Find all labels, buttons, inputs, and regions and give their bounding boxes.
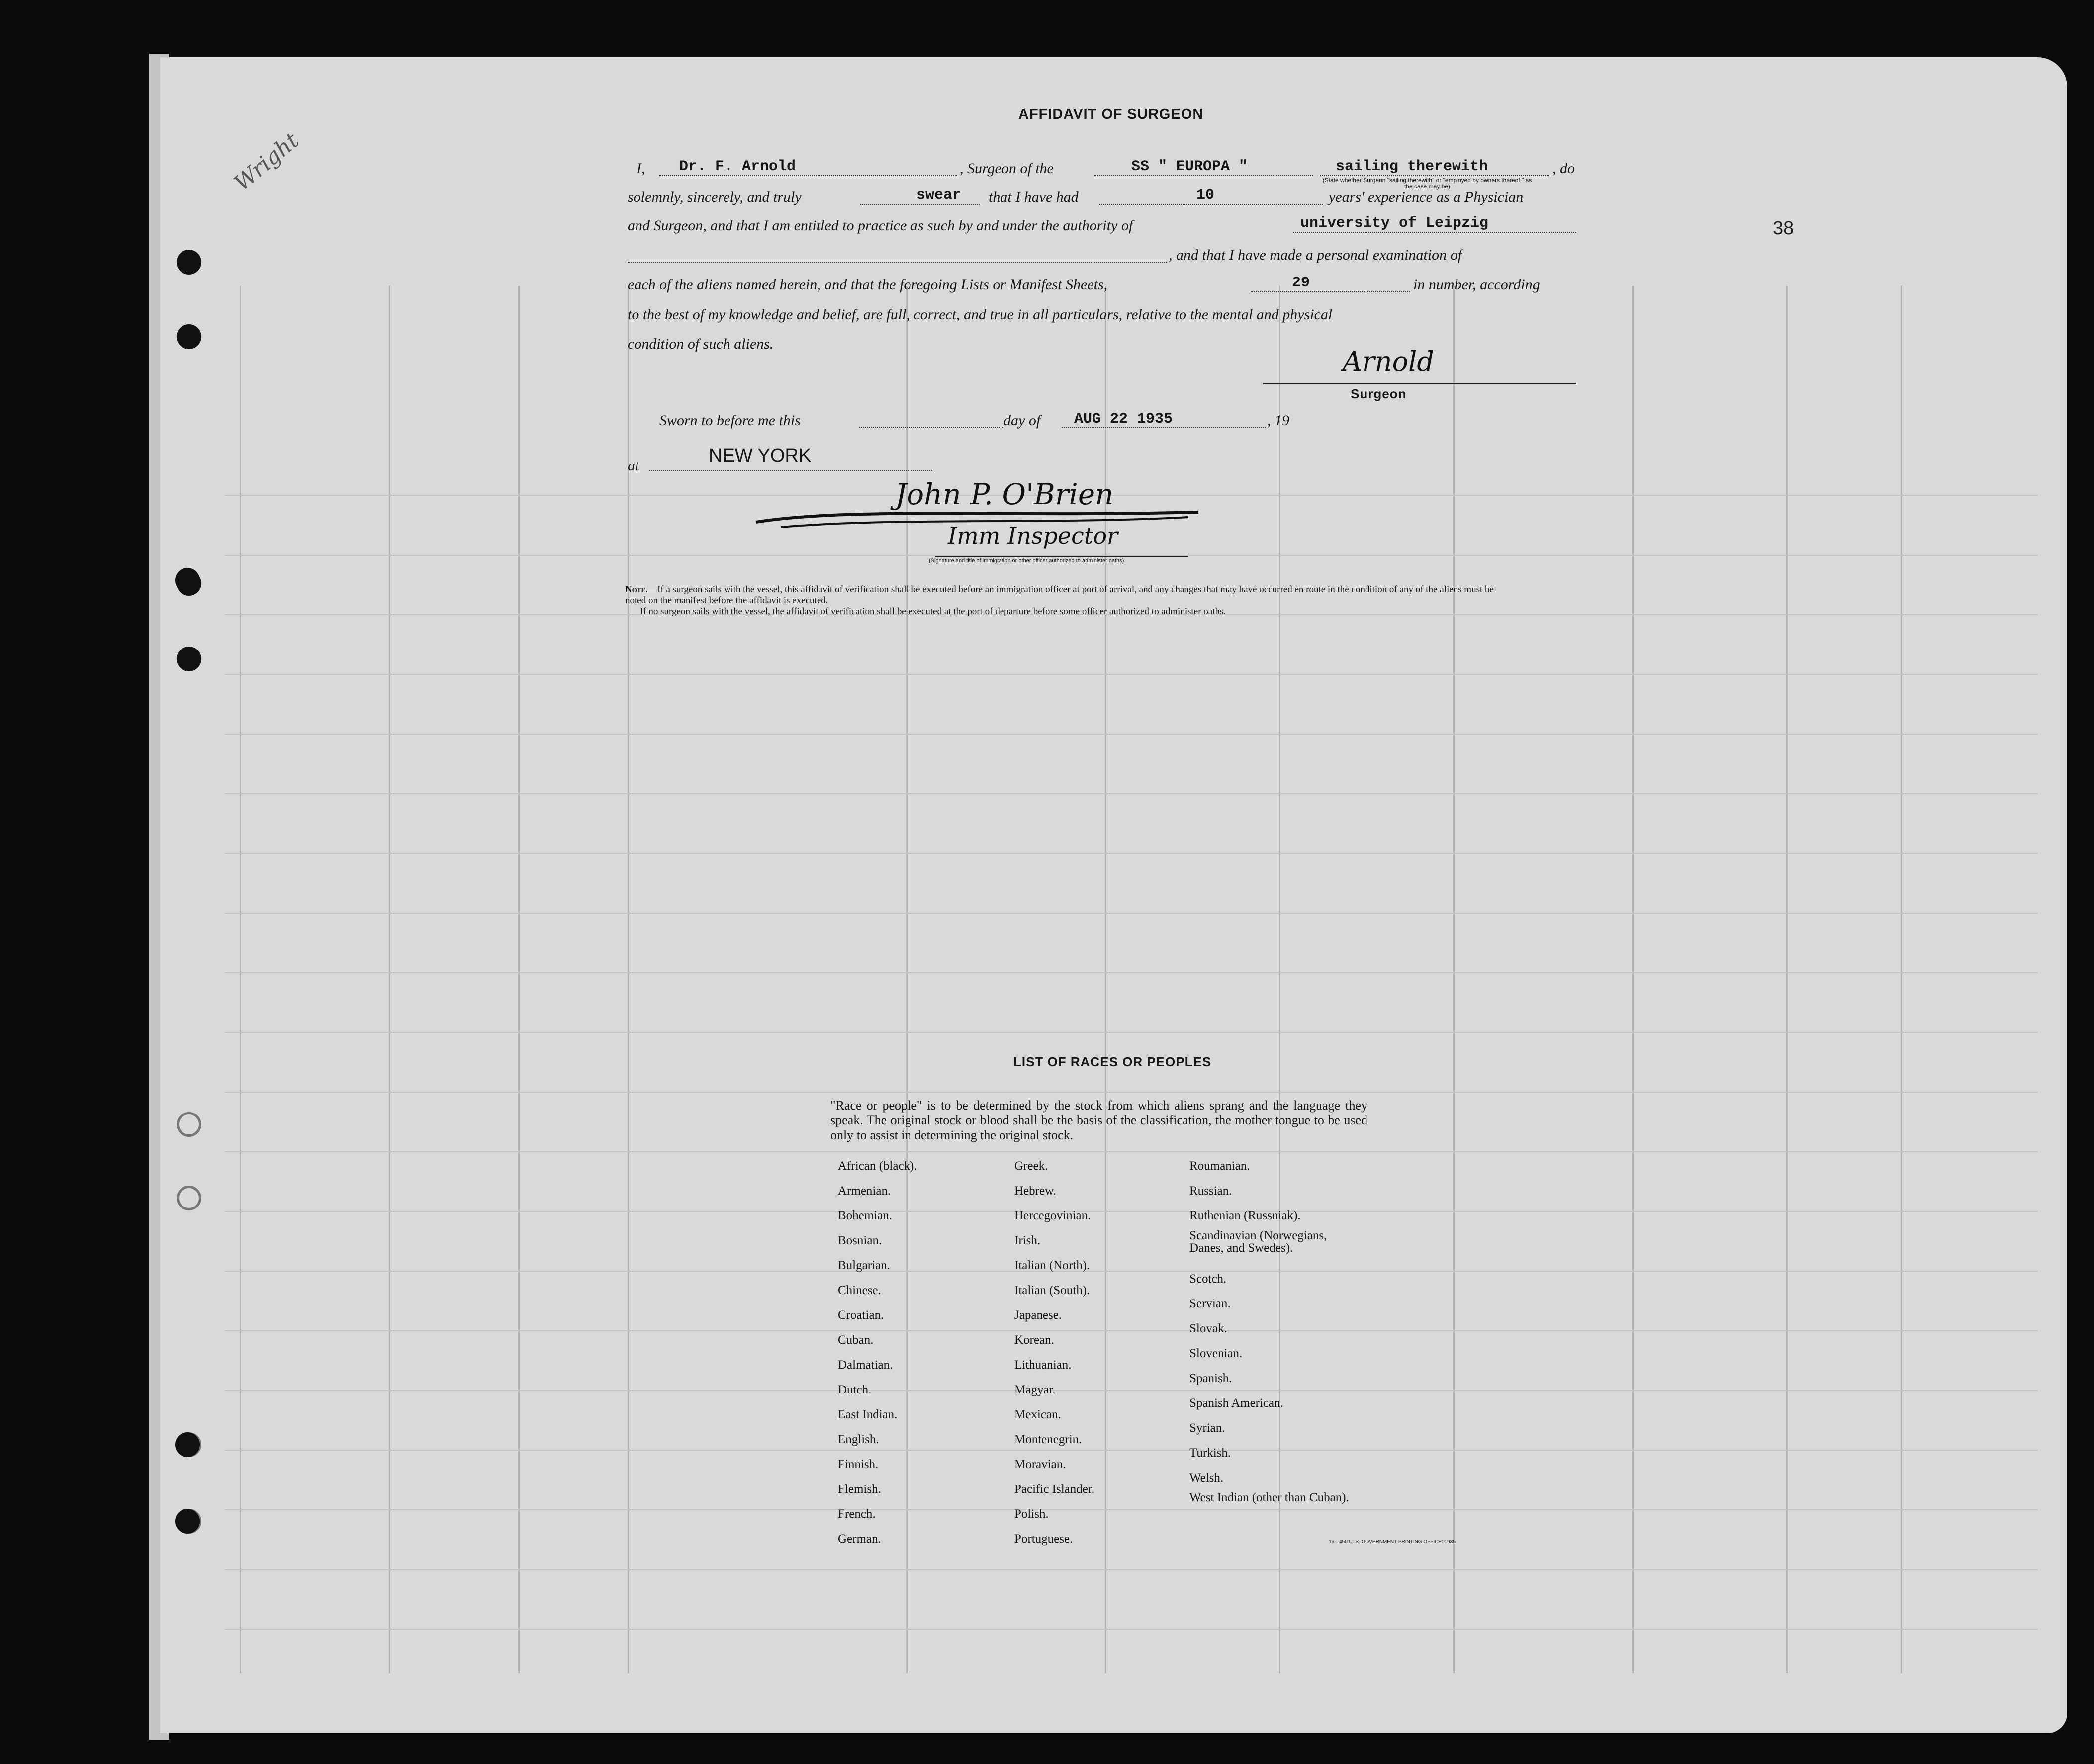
years-value: 10: [1196, 187, 1215, 204]
race-item: Italian (South).: [1014, 1284, 1090, 1297]
race-item: Hercegovinian.: [1014, 1209, 1091, 1222]
race-item: Roumanian.: [1189, 1159, 1250, 1173]
affidavit-line2c: years' experience as a Physician: [1329, 189, 1524, 205]
affidavit-note: [625, 584, 1500, 617]
race-item: Flemish.: [838, 1483, 881, 1496]
punch-hole: [175, 1432, 200, 1457]
race-item: Pacific Islander.: [1014, 1483, 1095, 1496]
race-item: Spanish.: [1189, 1372, 1232, 1385]
race-item: Slovak.: [1189, 1322, 1227, 1335]
sheets-value: 29: [1292, 275, 1310, 291]
race-item: Polish.: [1014, 1507, 1049, 1521]
race-item: Bulgarian.: [838, 1259, 890, 1272]
printing-code: 16—450 U. S. GOVERNMENT PRINTING OFFICE: 1935: [1329, 1539, 1456, 1545]
surgeon-sign-line: [1263, 383, 1576, 384]
surgeon-name-line: [659, 175, 957, 176]
officer-note: (Signature and title of immigration or other officer authorized to administer oaths): [929, 558, 1124, 564]
years-line: [1099, 204, 1323, 205]
grid-line: [225, 1271, 2037, 1272]
race-item: Bohemian.: [838, 1209, 893, 1222]
race-item: Dutch.: [838, 1383, 872, 1396]
race-item: Bosnian.: [838, 1234, 882, 1247]
race-item: English.: [838, 1433, 879, 1446]
surgeon-name: Dr. F. Arnold: [679, 158, 796, 175]
race-item: Hebrew.: [1014, 1184, 1056, 1198]
grid-line: [225, 1450, 2037, 1451]
sworn-text: Sworn to before me this: [659, 412, 801, 429]
punch-hole: [177, 250, 201, 275]
grid-line: [225, 1629, 2037, 1630]
punch-hole: [175, 1509, 200, 1534]
ship-name: SS " EUROPA ": [1131, 158, 1248, 175]
affidavit-i: I,: [637, 160, 645, 177]
day-of: day of: [1003, 412, 1041, 429]
race-item: Moravian.: [1014, 1458, 1066, 1471]
grid-line: [225, 793, 2037, 794]
affidavit-surgeon-of: , Surgeon of the: [960, 160, 1054, 177]
grid-line: [225, 555, 2037, 556]
grid-line: [240, 286, 241, 1673]
grid-line: [1786, 286, 1788, 1673]
race-item: Japanese.: [1014, 1308, 1062, 1322]
date-stamp: AUG 22 1935: [1074, 411, 1173, 428]
race-item: Armenian.: [838, 1184, 891, 1198]
race-item: Cuban.: [838, 1333, 874, 1347]
grid-line: [225, 1390, 2037, 1391]
sailing-status: sailing therewith: [1336, 158, 1488, 175]
grid-line: [225, 734, 2037, 735]
race-item: Turkish.: [1189, 1446, 1231, 1460]
sheets-line: [1251, 291, 1410, 292]
grid-line: [518, 286, 520, 1673]
race-item: Dalmatian.: [838, 1358, 893, 1372]
affidavit-line3: and Surgeon, and that I am entitled to practice as such by and under the authority of: [628, 217, 1133, 234]
affidavit-line6: to the best of my knowledge and belief, are full, correct, and true in all particulars, relative to the mental and physical: [628, 306, 1333, 323]
oath-line: [860, 204, 980, 205]
pencil-annotation: Wright: [229, 127, 304, 196]
grid-line: [225, 972, 2037, 973]
race-item: Greek.: [1014, 1159, 1048, 1173]
race-item: Chinese.: [838, 1284, 881, 1297]
note-paragraph-1: —If a surgeon sails with the vessel, this affidavit of verification shall be executed before an immigration officer at port of arrival, and any changes that may have occurred en route in the condition of any of the aliens must be noted on the manifest before the affidavit is executed.: [625, 584, 1494, 606]
affidavit-do: , do: [1552, 160, 1575, 177]
grid-line: [225, 495, 2037, 496]
punch-hole: [177, 647, 201, 671]
races-column-1: [838, 1154, 917, 1552]
grid-line: [225, 1509, 2037, 1510]
authority-line-2: [628, 262, 1167, 263]
race-item: West Indian (other than Cuban).: [1189, 1491, 1349, 1504]
punch-hole: [177, 1186, 201, 1210]
races-column-3: [1189, 1154, 1354, 1516]
affidavit-line5b: in number, according: [1413, 277, 1540, 293]
oath-word: swear: [916, 187, 962, 204]
race-item: French.: [838, 1507, 876, 1521]
officer-title: Imm Inspector: [948, 522, 1118, 549]
races-column-2: [1014, 1154, 1094, 1552]
grid-line: [225, 1032, 2037, 1033]
race-item: Spanish American.: [1189, 1396, 1283, 1410]
race-item: German.: [838, 1532, 881, 1546]
race-item: African (black).: [838, 1159, 917, 1173]
authority-value: university of Leipzig: [1300, 215, 1489, 232]
race-item: Russian.: [1189, 1184, 1232, 1198]
surgeon-signature: Arnold: [1343, 346, 1434, 377]
grid-line: [628, 286, 629, 1673]
surgeon-label: Surgeon: [1351, 386, 1407, 401]
race-item: Ruthenian (Russniak).: [1189, 1209, 1301, 1222]
grid-line: [225, 1330, 2037, 1331]
place-line: [649, 470, 932, 471]
race-item: Magyar.: [1014, 1383, 1056, 1396]
officer-signature: John P. O'Brien: [895, 477, 1114, 511]
affidavit-line2b: that I have had: [989, 189, 1079, 205]
race-item: Slovenian.: [1189, 1347, 1243, 1360]
officer-title-line: [935, 556, 1188, 557]
race-item: Scandinavian (Norwegians, Danes, and Swedes).: [1189, 1229, 1327, 1255]
grid-line: [1632, 286, 1634, 1673]
ship-line: [1094, 175, 1313, 176]
races-intro: "Race or people" is to be determined by the stock from which aliens sprang and the language they speak. The original stock or blood shall be the basis of the classification, the mother tongue to be used only to assist in determining the original stock.: [830, 1098, 1367, 1142]
affidavit-line4: , and that I have made a personal examination of: [1169, 247, 1462, 263]
race-item: East Indian.: [838, 1408, 898, 1421]
race-item: Servian.: [1189, 1297, 1231, 1310]
sworn-day-line: [859, 427, 1003, 428]
grid-line: [225, 913, 2037, 914]
race-item: Croatian.: [838, 1308, 884, 1322]
grid-line: [225, 1569, 2037, 1570]
grid-line: [389, 286, 390, 1673]
affidavit-line7: condition of such aliens.: [628, 336, 774, 352]
race-item: Finnish.: [838, 1458, 879, 1471]
note-label: Note.: [625, 584, 648, 595]
grid-line: [225, 1092, 2037, 1093]
affidavit-line5a: each of the aliens named herein, and that the foregoing Lists or Manifest Sheets,: [628, 277, 1108, 293]
race-item: Welsh.: [1189, 1471, 1224, 1485]
races-title: LIST OF RACES OR PEOPLES: [1013, 1054, 1212, 1069]
punch-hole: [177, 324, 201, 349]
grid-line: [225, 674, 2037, 675]
race-item: Irish.: [1014, 1234, 1041, 1247]
grid-line: [225, 1151, 2037, 1152]
place-value: NEW YORK: [709, 445, 812, 466]
race-item: Korean.: [1014, 1333, 1054, 1347]
punch-hole: [177, 1112, 201, 1137]
race-item: Mexican.: [1014, 1408, 1061, 1421]
sailing-note: (State whether Surgeon "sailing therewith" or "employed by owners thereof," as the case may be): [1322, 177, 1532, 190]
grid-line: [225, 853, 2037, 854]
page-mark: 38: [1773, 218, 1794, 239]
affidavit-title: AFFIDAVIT OF SURGEON: [1018, 106, 1204, 122]
race-item: Scotch.: [1189, 1272, 1227, 1286]
grid-line: [1453, 286, 1455, 1673]
race-item: Portuguese.: [1014, 1532, 1073, 1546]
affidavit-line2a: solemnly, sincerely, and truly: [628, 189, 802, 205]
race-item: Italian (North).: [1014, 1259, 1090, 1272]
year-prefix: , 19: [1267, 412, 1289, 429]
grid-line: [1901, 286, 1902, 1673]
grid-line: [225, 1211, 2037, 1212]
note-paragraph-2: If no surgeon sails with the vessel, the affidavit of verification shall be executed at the port of departure before some officer authorized to administer oaths.: [640, 606, 1226, 617]
sailing-line: [1320, 175, 1549, 176]
punch-hole: [175, 568, 200, 593]
authority-line: [1293, 232, 1576, 233]
race-item: Montenegrin.: [1014, 1433, 1082, 1446]
race-item: Lithuanian.: [1014, 1358, 1072, 1372]
race-item: Syrian.: [1189, 1421, 1225, 1435]
at-label: at: [628, 458, 639, 474]
